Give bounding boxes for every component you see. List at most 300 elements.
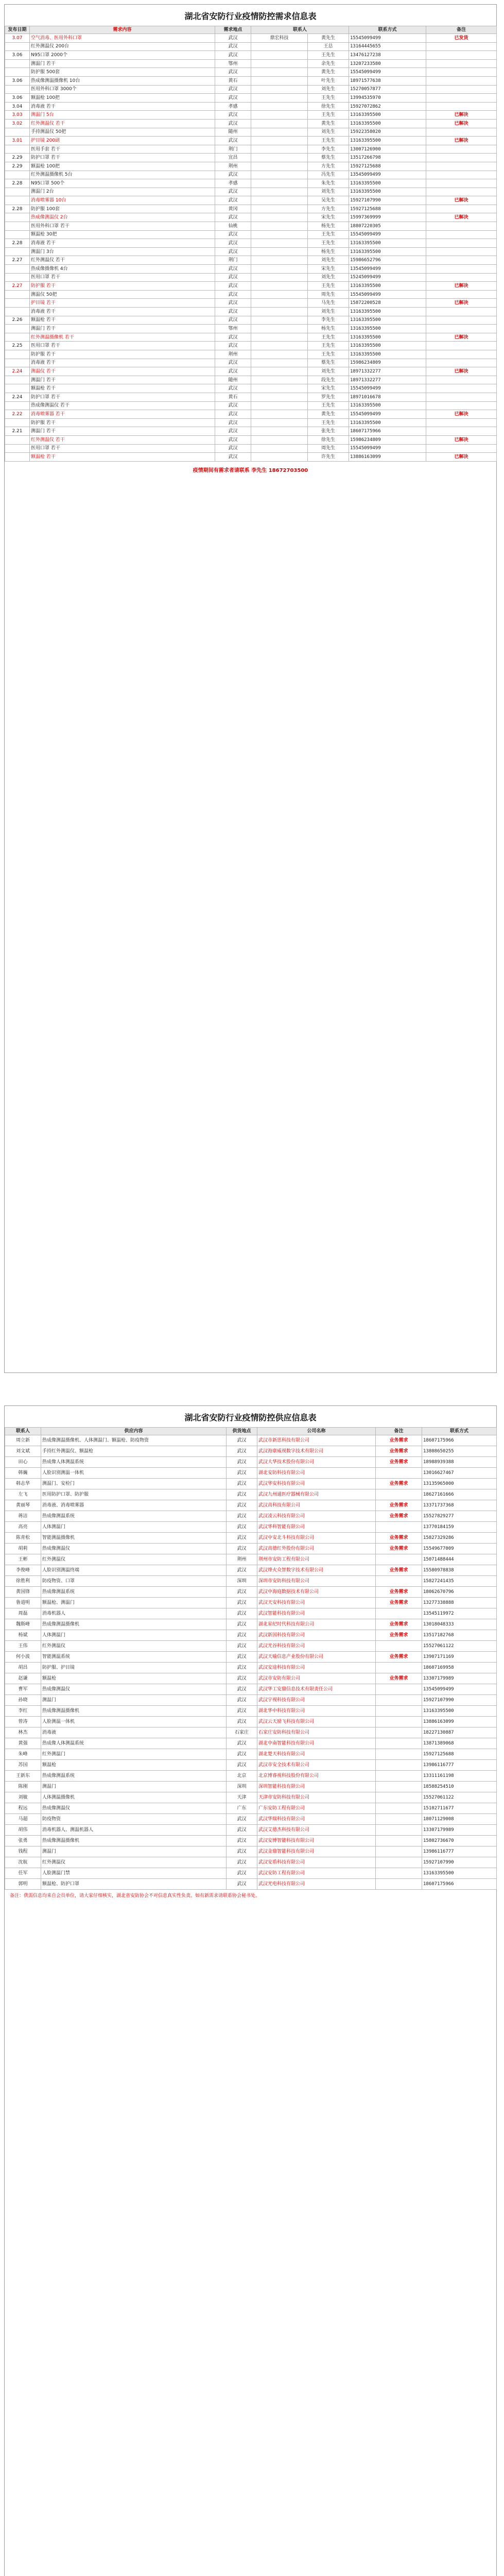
- demand-content-cell: 红外测温摄像机 5台: [30, 171, 215, 179]
- demand-note-cell: 已解决: [426, 410, 497, 419]
- supply-contact-cell: 郭明: [5, 1879, 41, 1890]
- demand-row: [5, 376, 497, 384]
- supply-row: [5, 1760, 497, 1771]
- demand-note-cell: [426, 401, 497, 410]
- supply-contact-cell: 朱峰: [5, 1749, 41, 1760]
- demand-phone-cell: 15927107990: [349, 196, 426, 205]
- demand-phone-cell: 15545099499: [349, 410, 426, 419]
- supply-remark-cell: [376, 1641, 422, 1652]
- supply-company-cell: 北京博睿视科技股份有限公司: [257, 1771, 376, 1782]
- demand-phone-cell: 15545099499: [349, 444, 426, 453]
- supply-row: [5, 1652, 497, 1663]
- supply-contact-cell: 黄丽琴: [5, 1500, 41, 1511]
- demand-content-cell: 额温枪 若干: [30, 316, 215, 325]
- demand-header-row: [5, 26, 497, 34]
- supply-content-cell: 人体测温门: [41, 1522, 227, 1533]
- supply-phone-cell: 18627161666: [422, 1489, 497, 1500]
- demand-phone-cell: 15545099499: [349, 34, 426, 43]
- demand-date-cell: 3.02: [5, 119, 30, 128]
- demand-row: [5, 299, 497, 308]
- demand-date-cell: [5, 333, 30, 342]
- supply-company-cell: 武汉安途科技有限公司: [257, 1663, 376, 1673]
- supply-content-cell: 红外测温仪: [41, 1857, 227, 1868]
- supply-company-cell: 武汉市安全技术有限公司: [257, 1760, 376, 1771]
- demand-contact-cell: 许先生: [308, 453, 349, 462]
- supply-remark-cell: 业务需求: [376, 1446, 422, 1457]
- demand-place-cell: 黄石: [215, 76, 251, 85]
- demand-phone-cell: 18971332277: [349, 367, 426, 376]
- demand-row: [5, 401, 497, 410]
- demand-contact-cell: 刘先生: [308, 367, 349, 376]
- supply-phone-cell: 18607175966: [422, 1435, 497, 1446]
- supply-content-cell: 消毒液: [41, 1727, 227, 1738]
- demand-header-phone: 联系方式: [349, 26, 426, 34]
- supply-remark-cell: 业务需求: [376, 1630, 422, 1641]
- supply-company-cell: 荆州市安防工程有限公司: [257, 1554, 376, 1565]
- supply-phone-cell: 13163395500: [422, 1706, 497, 1717]
- supply-contact-cell: 张勇: [5, 1836, 41, 1846]
- supply-row: [5, 1803, 497, 1814]
- demand-note-cell: [426, 154, 497, 162]
- demand-contact-cell: 吴先生: [308, 196, 349, 205]
- supply-place-cell: 武汉: [227, 1533, 257, 1544]
- demand-org-cell: [251, 418, 308, 427]
- supply-place-cell: 武汉: [227, 1879, 257, 1890]
- demand-note-cell: [426, 188, 497, 196]
- supply-company-cell: 深圳智能科技有限公司: [257, 1782, 376, 1792]
- demand-place-cell: 武汉: [215, 34, 251, 43]
- supply-sheet: [4, 1405, 497, 2576]
- demand-row: [5, 290, 497, 299]
- demand-place-cell: 武汉: [215, 418, 251, 427]
- demand-row: [5, 444, 497, 453]
- supply-header-contact: 联系人: [5, 1428, 41, 1435]
- supply-content-cell: 热成像测温摄像机: [41, 1706, 227, 1717]
- demand-note-cell: [426, 128, 497, 137]
- supply-remark-cell: [376, 1868, 422, 1879]
- demand-phone-cell: 13164445655: [349, 42, 426, 51]
- demand-place-cell: 武汉: [215, 290, 251, 299]
- demand-row: [5, 265, 497, 274]
- supply-row: [5, 1533, 497, 1544]
- demand-phone-cell: 18807220305: [349, 222, 426, 231]
- supply-remark-cell: [376, 1522, 422, 1533]
- supply-contact-cell: 曾涛: [5, 1717, 41, 1727]
- demand-header-date: 发布日期: [5, 26, 30, 34]
- supply-contact-cell: 左飞: [5, 1489, 41, 1500]
- demand-place-cell: 武汉: [215, 299, 251, 308]
- demand-phone-cell: 13163395500: [349, 401, 426, 410]
- demand-note-cell: [426, 68, 497, 77]
- supply-row: [5, 1641, 497, 1652]
- demand-note-cell: 已解决: [426, 282, 497, 291]
- supply-content-cell: 红外测温门: [41, 1749, 227, 1760]
- supply-content-cell: 人脸识别测温终端: [41, 1565, 227, 1576]
- supply-content-cell: 人脸测温一体机: [41, 1717, 227, 1727]
- demand-content-cell: 额温枪 若干: [30, 453, 215, 462]
- supply-row: [5, 1608, 497, 1619]
- supply-header-content: 供应内容: [41, 1428, 227, 1435]
- supply-remark-cell: [376, 1608, 422, 1619]
- supply-content-cell: 防疫物资: [41, 1814, 227, 1825]
- supply-contact-cell: 林杰: [5, 1727, 41, 1738]
- demand-note-cell: [426, 230, 497, 239]
- supply-contact-cell: 王伟: [5, 1641, 41, 1652]
- demand-place-cell: 武汉: [215, 188, 251, 196]
- demand-note-cell: [426, 308, 497, 316]
- supply-place-cell: 武汉: [227, 1663, 257, 1673]
- supply-place-cell: 荆州: [227, 1554, 257, 1565]
- supply-content-cell: 热成像测温仪: [41, 1803, 227, 1814]
- supply-contact-cell: 苏国: [5, 1760, 41, 1771]
- demand-place-cell: 武汉: [215, 68, 251, 77]
- supply-remark-cell: 业务需求: [376, 1511, 422, 1522]
- supply-contact-cell: 杨斌: [5, 1630, 41, 1641]
- supply-row: [5, 1576, 497, 1587]
- supply-remark-cell: [376, 1706, 422, 1717]
- supply-company-cell: 武汉安博智能科技有限公司: [257, 1836, 376, 1846]
- supply-place-cell: 武汉: [227, 1717, 257, 1727]
- demand-org-cell: [251, 316, 308, 325]
- demand-date-cell: 2.26: [5, 316, 30, 325]
- supply-row: [5, 1706, 497, 1717]
- supply-row: [5, 1500, 497, 1511]
- demand-content-cell: 护目镜 若干: [30, 299, 215, 308]
- demand-date-cell: 3.06: [5, 76, 30, 85]
- demand-contact-cell: 刘先生: [308, 273, 349, 282]
- supply-remark-cell: [376, 1489, 422, 1500]
- supply-phone-cell: 18062670796: [422, 1587, 497, 1598]
- supply-row: [5, 1879, 497, 1890]
- demand-phone-cell: 15986234809: [349, 435, 426, 444]
- demand-org-cell: [251, 137, 308, 145]
- supply-phone-cell: 15927107990: [422, 1857, 497, 1868]
- demand-row: [5, 59, 497, 68]
- supply-remark-cell: 业务需求: [376, 1457, 422, 1468]
- demand-place-cell: 黄冈: [215, 205, 251, 213]
- demand-header-place: 需求地点: [215, 26, 251, 34]
- demand-place-cell: 武汉: [215, 111, 251, 120]
- demand-date-cell: 2.28: [5, 179, 30, 188]
- supply-company-cell: 武汉智能科技有限公司: [257, 1608, 376, 1619]
- supply-company-cell: 深圳市安防科技有限公司: [257, 1576, 376, 1587]
- supply-row: [5, 1771, 497, 1782]
- supply-place-cell: 武汉: [227, 1435, 257, 1446]
- supply-content-cell: 热成像测温系统: [41, 1511, 227, 1522]
- demand-row: [5, 308, 497, 316]
- demand-date-cell: [5, 128, 30, 137]
- supply-company-cell: 武汉新国科技有限公司: [257, 1630, 376, 1641]
- demand-org-cell: [251, 230, 308, 239]
- demand-contact-cell: 刘先生: [308, 128, 349, 137]
- supply-company-cell: 湖北华中科技有限公司: [257, 1706, 376, 1717]
- demand-note-cell: [426, 171, 497, 179]
- supply-contact-cell: 鲁道明: [5, 1598, 41, 1608]
- supply-place-cell: 武汉: [227, 1468, 257, 1479]
- demand-note-cell: [426, 59, 497, 68]
- demand-org-cell: [251, 393, 308, 401]
- demand-content-cell: 测温门 2台: [30, 188, 215, 196]
- demand-header-contact: 联系人: [251, 26, 349, 34]
- supply-phone-cell: 13808650255: [422, 1446, 497, 1457]
- demand-content-cell: 额温枪 若干: [30, 384, 215, 393]
- demand-contact-cell: 叶先生: [308, 76, 349, 85]
- demand-row: [5, 34, 497, 43]
- supply-place-cell: 武汉: [227, 1857, 257, 1868]
- demand-place-cell: 武汉: [215, 213, 251, 222]
- demand-note-cell: 已解决: [426, 453, 497, 462]
- demand-org-cell: [251, 308, 308, 316]
- demand-date-cell: [5, 435, 30, 444]
- demand-contact-cell: 杨先生: [308, 247, 349, 256]
- demand-date-cell: 2.22: [5, 410, 30, 419]
- supply-phone-cell: 15927107990: [422, 1695, 497, 1706]
- supply-contact-cell: 赵谦: [5, 1673, 41, 1684]
- supply-contact-cell: 刘文斌: [5, 1446, 41, 1457]
- supply-phone-cell: 13871389068: [422, 1738, 497, 1749]
- demand-phone-cell: 15986652796: [349, 256, 426, 265]
- demand-note-cell: [426, 256, 497, 265]
- supply-content-cell: 测温门: [41, 1695, 227, 1706]
- demand-row: [5, 427, 497, 436]
- demand-org-cell: 鼎宏科技: [251, 34, 308, 43]
- demand-place-cell: 武汉: [215, 410, 251, 419]
- demand-phone-cell: 15545099499: [349, 68, 426, 77]
- supply-remark-cell: 业务需求: [376, 1587, 422, 1598]
- supply-row: [5, 1630, 497, 1641]
- supply-place-cell: 天津: [227, 1792, 257, 1803]
- supply-place-cell: 武汉: [227, 1598, 257, 1608]
- demand-date-cell: 2.24: [5, 393, 30, 401]
- supply-contact-cell: 田心: [5, 1457, 41, 1468]
- demand-org-cell: [251, 325, 308, 333]
- demand-date-cell: [5, 453, 30, 462]
- demand-contact-cell: 徐先生: [308, 102, 349, 111]
- demand-note-cell: [426, 376, 497, 384]
- demand-row: [5, 325, 497, 333]
- supply-place-cell: 武汉: [227, 1619, 257, 1630]
- supply-contact-cell: 徐胜利: [5, 1576, 41, 1587]
- demand-content-cell: 消毒液 若干: [30, 308, 215, 316]
- demand-note-cell: 已解决: [426, 213, 497, 222]
- demand-content-cell: 红外测温仪 若干: [30, 119, 215, 128]
- supply-phone-cell: 13986116777: [422, 1846, 497, 1857]
- demand-place-cell: 武汉: [215, 42, 251, 51]
- demand-date-cell: [5, 290, 30, 299]
- demand-contact-cell: 王先生: [308, 350, 349, 359]
- demand-note-cell: [426, 290, 497, 299]
- supply-company-cell: 武汉大华技术股份有限公司: [257, 1457, 376, 1468]
- demand-date-cell: [5, 325, 30, 333]
- supply-row: [5, 1727, 497, 1738]
- supply-row: [5, 1435, 497, 1446]
- supply-content-cell: 热成像人体测温系统: [41, 1738, 227, 1749]
- demand-row: [5, 51, 497, 60]
- demand-org-cell: [251, 102, 308, 111]
- demand-contact-cell: 徐先生: [308, 435, 349, 444]
- supply-content-cell: 热成像测温摄像机、人体测温门、额温枪、防疫物资: [41, 1435, 227, 1446]
- demand-contact-cell: 宋先生: [308, 213, 349, 222]
- demand-row: [5, 273, 497, 282]
- demand-content-cell: 额温枪 100把: [30, 162, 215, 171]
- demand-content-cell: 防护服 若干: [30, 282, 215, 291]
- demand-phone-cell: 13163395500: [349, 308, 426, 316]
- demand-contact-cell: 王先生: [308, 94, 349, 103]
- demand-content-cell: 热成像测温仪 2台: [30, 213, 215, 222]
- supply-phone-cell: 15549677009: [422, 1544, 497, 1554]
- demand-place-cell: 武汉: [215, 427, 251, 436]
- supply-contact-cell: 黄强: [5, 1738, 41, 1749]
- demand-note-cell: 已解决: [426, 367, 497, 376]
- demand-content-cell: 消毒液 若干: [30, 239, 215, 248]
- demand-contact-cell: 段先生: [308, 376, 349, 384]
- demand-org-cell: [251, 265, 308, 274]
- supply-row: [5, 1749, 497, 1760]
- supply-phone-cell: 13770184159: [422, 1522, 497, 1533]
- supply-content-cell: 热成像测温系统: [41, 1771, 227, 1782]
- demand-org-cell: [251, 213, 308, 222]
- demand-date-cell: [5, 196, 30, 205]
- supply-contact-cell: 黄国锋: [5, 1587, 41, 1598]
- supply-content-cell: 手持红外测温仪、额温枪: [41, 1446, 227, 1457]
- demand-content-cell: 红外测温仪 200台: [30, 42, 215, 51]
- demand-phone-cell: 13163395500: [349, 137, 426, 145]
- demand-content-cell: N95口罩 2000个: [30, 51, 215, 60]
- supply-phone-cell: 13307179989: [422, 1825, 497, 1836]
- supply-contact-cell: 李红: [5, 1706, 41, 1717]
- supply-company-cell: 武汉安盾科技有限公司: [257, 1857, 376, 1868]
- demand-note-cell: [426, 265, 497, 274]
- supply-content-cell: 人体测温摄像机: [41, 1792, 227, 1803]
- demand-content-cell: 测温门 若干: [30, 376, 215, 384]
- demand-phone-cell: 15927125688: [349, 162, 426, 171]
- supply-place-cell: 武汉: [227, 1608, 257, 1619]
- supply-place-cell: 武汉: [227, 1457, 257, 1468]
- demand-note-cell: [426, 342, 497, 350]
- demand-row: [5, 119, 497, 128]
- supply-phone-cell: 15071488444: [422, 1554, 497, 1565]
- demand-date-cell: 3.06: [5, 94, 30, 103]
- supply-content-cell: 热成像测温摄像机: [41, 1836, 227, 1846]
- supply-contact-cell: 胡莉: [5, 1544, 41, 1554]
- supply-phone-cell: 13886163099: [422, 1717, 497, 1727]
- demand-org-cell: [251, 162, 308, 171]
- demand-row: [5, 162, 497, 171]
- demand-row: [5, 171, 497, 179]
- supply-row: [5, 1846, 497, 1857]
- demand-contact-cell: 周先生: [308, 444, 349, 453]
- supply-header-company: 公司名称: [257, 1428, 376, 1435]
- supply-phone-cell: 18227130887: [422, 1727, 497, 1738]
- demand-date-cell: [5, 247, 30, 256]
- demand-note-cell: [426, 273, 497, 282]
- supply-row: [5, 1522, 497, 1533]
- demand-note-cell: 已解决: [426, 435, 497, 444]
- demand-row: [5, 102, 497, 111]
- supply-remark-cell: [376, 1782, 422, 1792]
- demand-note-cell: [426, 102, 497, 111]
- demand-phone-cell: 13163395500: [349, 282, 426, 291]
- supply-place-cell: 武汉: [227, 1641, 257, 1652]
- demand-place-cell: 武汉: [215, 453, 251, 462]
- supply-company-cell: 武汉艾德杰科技有限公司: [257, 1825, 376, 1836]
- demand-place-cell: 荆门: [215, 256, 251, 265]
- supply-phone-cell: 15527061122: [422, 1792, 497, 1803]
- demand-phone-cell: 13207233580: [349, 59, 426, 68]
- demand-place-cell: 随州: [215, 376, 251, 384]
- demand-row: [5, 145, 497, 154]
- demand-contact-cell: 王总: [308, 42, 349, 51]
- demand-contact-cell: 李先生: [308, 316, 349, 325]
- demand-place-cell: 荆州: [215, 350, 251, 359]
- demand-place-cell: 武汉: [215, 316, 251, 325]
- supply-contact-cell: 韩巍: [5, 1468, 41, 1479]
- demand-content-cell: 测温门 若干: [30, 427, 215, 436]
- demand-contact-cell: 刘先生: [308, 256, 349, 265]
- supply-content-cell: 热成像测温仪: [41, 1544, 227, 1554]
- supply-remark-cell: 业务需求: [376, 1500, 422, 1511]
- demand-place-cell: 武汉: [215, 333, 251, 342]
- demand-phone-cell: 15927072862: [349, 102, 426, 111]
- supply-company-cell: 武汉天安科技有限公司: [257, 1598, 376, 1608]
- demand-contact-cell: 王先生: [308, 51, 349, 60]
- demand-phone-cell: 13163395500: [349, 325, 426, 333]
- supply-phone-cell: 13545119972: [422, 1608, 497, 1619]
- demand-contact-cell: 王先生: [308, 333, 349, 342]
- demand-contact-cell: 宋先生: [308, 265, 349, 274]
- demand-contact-cell: 朱先生: [308, 179, 349, 188]
- demand-place-cell: 武汉: [215, 85, 251, 94]
- supply-contact-cell: 曹军: [5, 1684, 41, 1695]
- supply-company-cell: 武汉光电科技有限公司: [257, 1879, 376, 1890]
- supply-place-cell: 武汉: [227, 1695, 257, 1706]
- demand-note-cell: [426, 325, 497, 333]
- demand-content-cell: N95口罩 500个: [30, 179, 215, 188]
- demand-org-cell: [251, 427, 308, 436]
- demand-org-cell: [251, 282, 308, 291]
- demand-content-cell: 医用手套 若干: [30, 145, 215, 154]
- demand-place-cell: 武汉: [215, 94, 251, 103]
- demand-note-cell: [426, 222, 497, 231]
- supply-company-cell: 武汉九州通医疗器械有限公司: [257, 1489, 376, 1500]
- demand-row: [5, 68, 497, 77]
- demand-place-cell: 武汉: [215, 247, 251, 256]
- demand-content-cell: 消毒喷雾器 10台: [30, 196, 215, 205]
- demand-row: [5, 256, 497, 265]
- demand-row: [5, 350, 497, 359]
- supply-place-cell: 武汉: [227, 1814, 257, 1825]
- demand-date-cell: [5, 213, 30, 222]
- supply-company-cell: 武汉烽火众智数字技术有限公司: [257, 1565, 376, 1576]
- supply-place-cell: 武汉: [227, 1630, 257, 1641]
- supply-phone-cell: 13277338888: [422, 1598, 497, 1608]
- demand-sheet: [4, 4, 497, 1373]
- demand-org-cell: [251, 85, 308, 94]
- demand-org-cell: [251, 350, 308, 359]
- demand-date-cell: 2.25: [5, 342, 30, 350]
- supply-row: [5, 1782, 497, 1792]
- supply-place-cell: 武汉: [227, 1836, 257, 1846]
- demand-org-cell: [251, 342, 308, 350]
- demand-org-cell: [251, 128, 308, 137]
- supply-content-cell: 医用防护口罩、防护服: [41, 1489, 227, 1500]
- demand-row: [5, 76, 497, 85]
- supply-remark-cell: [376, 1727, 422, 1738]
- demand-date-cell: [5, 418, 30, 427]
- demand-note-cell: 已解决: [426, 119, 497, 128]
- supply-content-cell: 消毒机器人: [41, 1608, 227, 1619]
- demand-phone-cell: 13163395500: [349, 247, 426, 256]
